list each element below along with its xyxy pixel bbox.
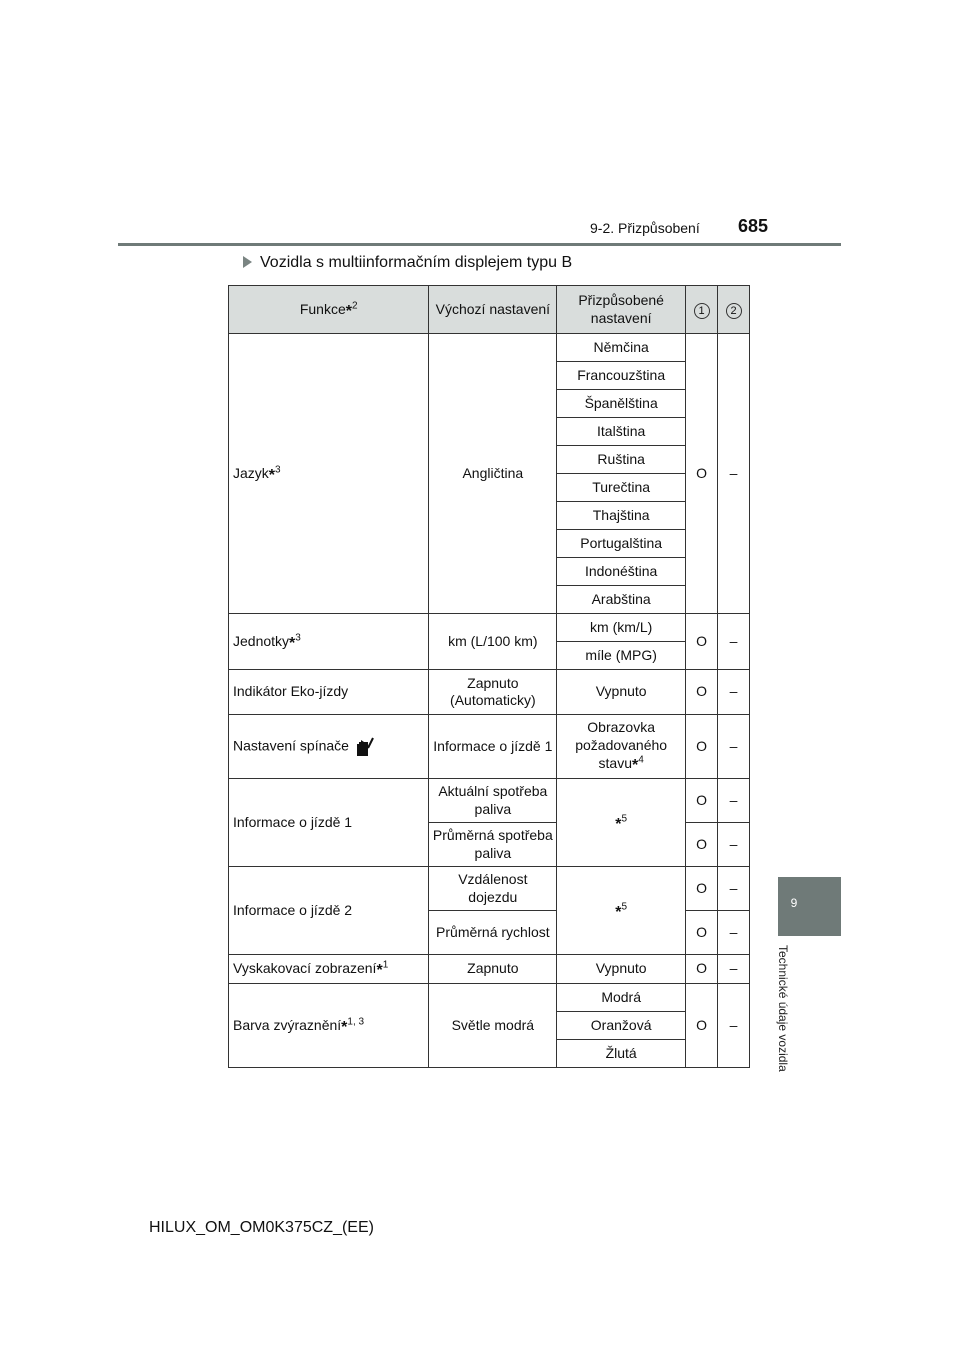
highlight-default: Světle modrá <box>429 984 557 1068</box>
trip1-item: Aktuální spotřeba paliva <box>429 779 557 823</box>
mark-o: O <box>686 911 718 955</box>
col-custom: Přizpůsobené nastavení <box>557 286 686 334</box>
language-option: Portugalština <box>557 530 686 558</box>
mark-dash: – <box>718 614 750 670</box>
popup-default: Zapnuto <box>429 955 557 984</box>
mark-dash: – <box>718 779 750 823</box>
units-option: míle (MPG) <box>557 642 686 670</box>
highlight-option: Modrá <box>557 984 686 1012</box>
mark-o: O <box>686 715 718 779</box>
trip2-label: Informace o jízdě 2 <box>229 867 429 955</box>
highlight-label: Barva zvýraznění*$^{1, 3}$ <box>229 984 429 1068</box>
switch-custom: Obrazovka požadovaného stavu*$^4$ <box>557 715 686 779</box>
col-function: Funkce*$^2$ <box>229 286 429 334</box>
chapter-number: 9 <box>790 896 798 910</box>
popup-custom: Vypnuto <box>557 955 686 984</box>
chapter-label-text: Technické údaje vozidla <box>776 945 790 1072</box>
language-default: Angličtina <box>429 334 557 614</box>
popup-label: Vyskakovací zobrazení*$^1$ <box>229 955 429 984</box>
mark-o: O <box>686 867 718 911</box>
language-option: Němčina <box>557 334 686 362</box>
mark-o: O <box>686 334 718 614</box>
trip2-item: Vzdálenost dojezdu <box>429 867 557 911</box>
units-option: km (km/L) <box>557 614 686 642</box>
language-option: Španělština <box>557 390 686 418</box>
switch-label: Nastavení spínače <box>229 715 429 779</box>
mark-o: O <box>686 823 718 867</box>
mark-o: O <box>686 614 718 670</box>
highlight-option: Oranžová <box>557 1012 686 1040</box>
trip1-custom: *$^5$ <box>557 779 686 867</box>
mark-dash: – <box>718 911 750 955</box>
language-option: Thajština <box>557 502 686 530</box>
units-default: km (L/100 km) <box>429 614 557 670</box>
section-title: 9-2. Přizpůsobení <box>590 220 700 236</box>
header-row <box>229 286 750 334</box>
mark-o: O <box>686 955 718 984</box>
trip1-label: Informace o jízdě 1 <box>229 779 429 867</box>
chapter-label <box>776 945 806 1125</box>
settings-table <box>228 285 750 1068</box>
triangle-bullet-icon <box>243 256 252 268</box>
language-option: Ruština <box>557 446 686 474</box>
subheading-text: Vozidla s multiinformačním displejem typu B <box>260 254 573 271</box>
display-switch-icon <box>355 736 375 758</box>
language-option: Indonéština <box>557 558 686 586</box>
mark-dash: – <box>718 715 750 779</box>
mark-dash: – <box>718 670 750 715</box>
language-option: Italština <box>557 418 686 446</box>
language-option: Francouzština <box>557 362 686 390</box>
subheading <box>243 254 572 272</box>
eco-default: Zapnuto (Automaticky) <box>429 670 557 715</box>
table-row <box>229 334 750 362</box>
mark-dash: – <box>718 867 750 911</box>
language-label: Jazyk*$^3$ <box>229 334 429 614</box>
trip1-item: Průměrná spotřeba paliva <box>429 823 557 867</box>
trip2-item: Průměrná rychlost <box>429 911 557 955</box>
mark-dash: – <box>718 984 750 1068</box>
mark-dash: – <box>718 955 750 984</box>
col-1: 1 <box>686 286 718 334</box>
page-number: 685 <box>738 216 769 236</box>
header-rule <box>118 243 841 246</box>
mark-dash: – <box>718 334 750 614</box>
highlight-option: Žlutá <box>557 1040 686 1068</box>
mark-o: O <box>686 984 718 1068</box>
mark-dash: – <box>718 823 750 867</box>
units-label: Jednotky*$^3$ <box>229 614 429 670</box>
eco-label: Indikátor Eko-jízdy <box>229 670 429 715</box>
mark-o: O <box>686 670 718 715</box>
mark-o: O <box>686 779 718 823</box>
document-code: HILUX_OM_OM0K375CZ_(EE) <box>149 1219 374 1236</box>
language-option: Turečtina <box>557 474 686 502</box>
eco-custom: Vypnuto <box>557 670 686 715</box>
trip2-custom: *$^5$ <box>557 867 686 955</box>
language-option: Arabština <box>557 586 686 614</box>
switch-default: Informace o jízdě 1 <box>429 715 557 779</box>
col-default: Výchozí nastavení <box>429 286 557 334</box>
col-2: 2 <box>718 286 750 334</box>
